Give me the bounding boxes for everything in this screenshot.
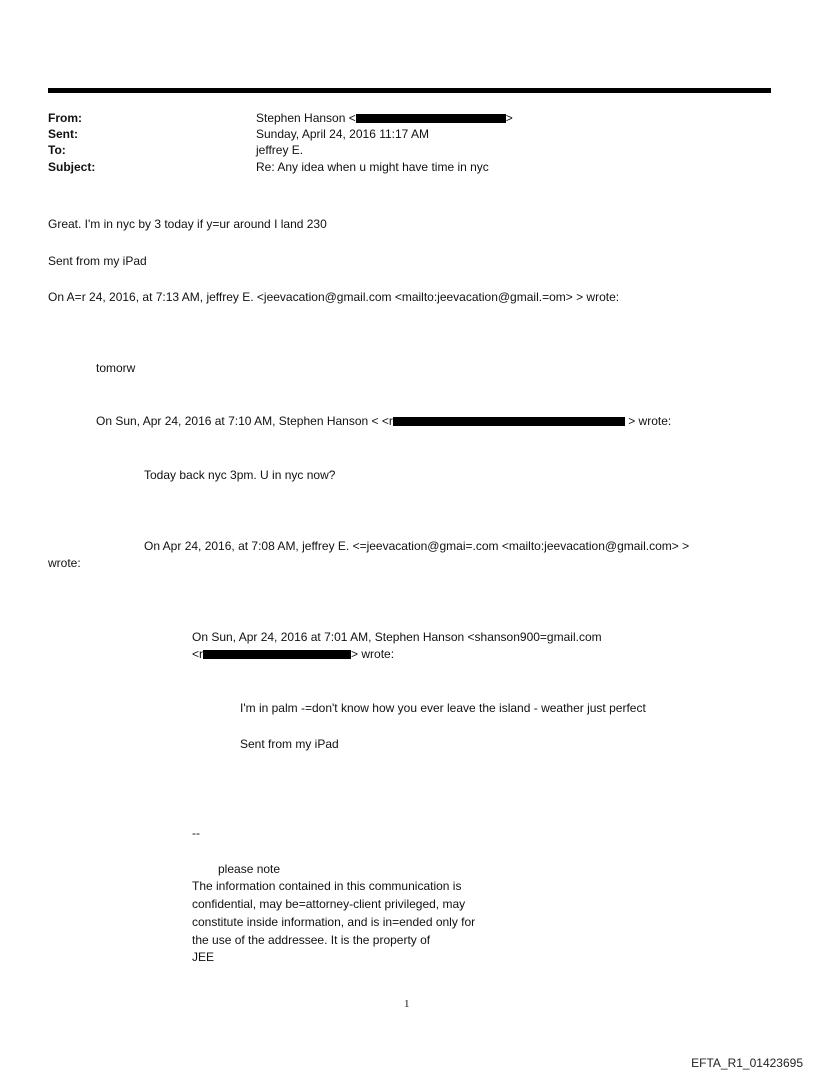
signature: Sent from my iPad	[48, 254, 147, 268]
disclaimer-line: constitute inside information, and is in=ended only for	[192, 915, 476, 929]
disclaimer-line: JEE	[192, 950, 215, 964]
reply-text: I'm in palm -=don't know how you ever leave the island - weather just perfect	[240, 701, 646, 715]
quote-header	[96, 414, 671, 429]
quote-header-start: On Sun, Apr 24, 2016 at 7:10 AM, Stephen Hanson < <r	[96, 414, 393, 428]
redaction	[203, 650, 351, 659]
to-label: To:	[48, 143, 66, 157]
redaction	[393, 417, 625, 426]
quote-header: On Apr 24, 2016, at 7:08 AM, jeffrey E. <=jeevacation@gmai=.com <mailto:jeevacation@gmail.com> >	[144, 539, 690, 553]
subject-value: Re: Any idea when u might have time in nyc	[256, 160, 489, 174]
disclaimer-line: the use of the addressee. It is the property of	[192, 933, 431, 947]
note-title: please note	[218, 862, 281, 876]
disclaimer-line: confidential, may be=attorney-client privileged, may	[192, 897, 466, 911]
sent-label: Sent:	[48, 127, 78, 141]
quote-header-end: > wrote:	[624, 414, 672, 428]
reply-text: tomorw	[96, 361, 136, 375]
body-line: Great. I'm in nyc by 3 today if y=ur around I land 230	[48, 217, 327, 231]
disclaimer-line: The information contained in this communication is	[192, 879, 462, 893]
from-name: Stephen Hanson <	[256, 111, 356, 125]
subject-label: Subject:	[48, 160, 96, 174]
signature-separator: --	[192, 826, 200, 840]
page-number: 1	[404, 998, 410, 1010]
bates-number: EFTA_R1_01423695	[691, 1056, 803, 1070]
quote-header-start: <r	[192, 647, 204, 661]
quote-header: On A=r 24, 2016, at 7:13 AM, jeffrey E. <jeevacation@gmail.com <mailto:jeevacation@gmail.=om> > wrote:	[48, 290, 620, 304]
from-value	[256, 111, 513, 126]
quote-header-wrap	[192, 647, 394, 662]
quote-header-end: > wrote:	[351, 647, 395, 661]
quote-header-wrap: wrote:	[48, 556, 81, 570]
sent-value: Sunday, April 24, 2016 11:17 AM	[256, 127, 430, 141]
signature: Sent from my iPad	[240, 737, 339, 751]
quote-header: On Sun, Apr 24, 2016 at 7:01 AM, Stephen Hanson <shanson900=gmail.com	[192, 630, 602, 644]
header-rule	[48, 88, 771, 93]
redaction	[356, 114, 506, 123]
to-value: jeffrey E.	[256, 143, 304, 157]
reply-text: Today back nyc 3pm. U in nyc now?	[144, 468, 336, 482]
from-end: >	[505, 111, 513, 125]
from-label: From:	[48, 111, 82, 125]
